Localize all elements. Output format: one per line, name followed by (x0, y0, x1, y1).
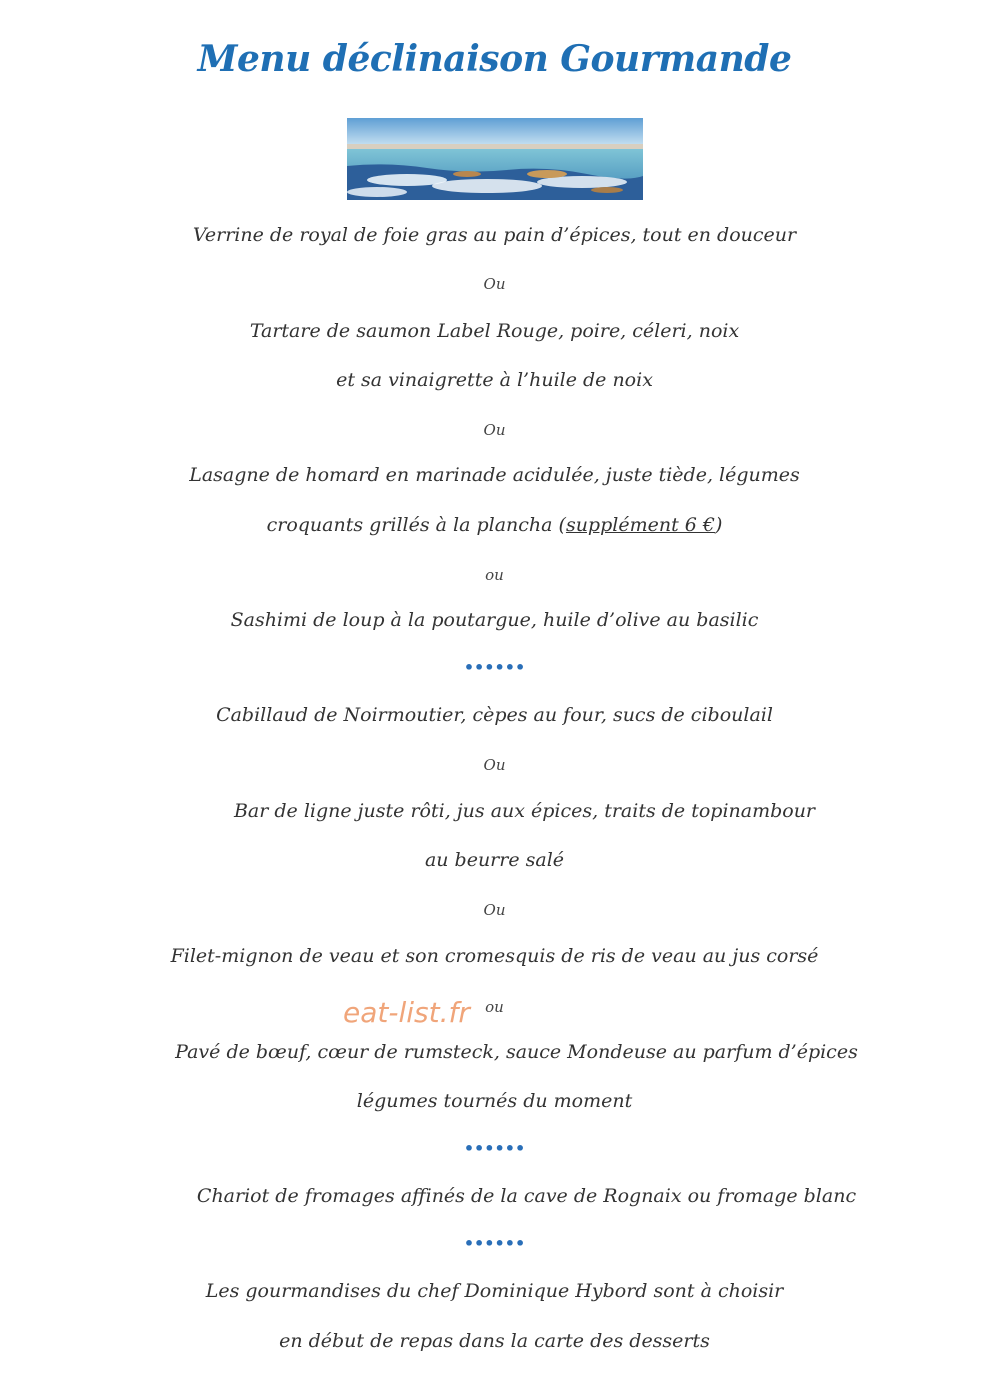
section-separator: •••••• (463, 1234, 526, 1253)
closing-paren: ) (714, 514, 723, 536)
or-label: Ou (483, 421, 506, 439)
main-item-2-line-2: au beurre salé (424, 849, 565, 871)
cheese-item: Chariot de fromages affinés de la cave de Rognaix ou fromage blanc (196, 1185, 857, 1207)
or-label: Ou (483, 756, 506, 774)
or-label: Ou (483, 275, 506, 293)
seaside-illustration (347, 118, 643, 200)
main-item-2-line-1: Bar de ligne juste rôti, jus aux épices, traits de topinambour (233, 800, 816, 822)
starter-item-1: Verrine de royal de foie gras au pain d’épices, tout en douceur (192, 224, 797, 246)
starter-item-2-line-1: Tartare de saumon Label Rouge, poire, céleri, noix (249, 320, 740, 342)
dessert-line-2: en début de repas dans la carte des desserts (279, 1330, 710, 1352)
section-separator: •••••• (463, 658, 526, 677)
seaside-banner-image (347, 118, 643, 200)
starter-item-3-line-2-text: croquants grillés à la plancha ( (266, 514, 566, 536)
or-label: ou (485, 566, 504, 584)
starter-item-2-line-2: et sa vinaigrette à l’huile de noix (336, 369, 653, 391)
menu-title: Menu déclinaison Gourmande (197, 38, 792, 80)
main-item-3: Filet-mignon de veau et son cromesquis de ris de veau au jus corsé (170, 945, 819, 967)
starter-item-3-line-2 (0, 514, 989, 536)
starter-item-4: Sashimi de loup à la poutargue, huile d’olive au basilic (230, 609, 759, 631)
main-item-4-line-2: légumes tournés du moment (356, 1090, 633, 1112)
main-item-1: Cabillaud de Noirmoutier, cèpes au four, sucs de ciboulail (216, 704, 773, 726)
starter-item-3-line-1: Lasagne de homard en marinade acidulée, juste tiède, légumes (189, 464, 800, 486)
or-label: Ou (483, 901, 506, 919)
main-item-4-line-1: Pavé de bœuf, cœur de rumsteck, sauce Mondeuse au parfum d’épices (175, 1041, 858, 1063)
or-label: ou (485, 998, 504, 1016)
section-separator: •••••• (463, 1139, 526, 1158)
supplement-price: supplément 6 € (565, 514, 715, 536)
dessert-line-1: Les gourmandises du chef Dominique Hybord sont à choisir (205, 1280, 784, 1302)
watermark-logo: eat-list.fr (343, 996, 470, 1029)
